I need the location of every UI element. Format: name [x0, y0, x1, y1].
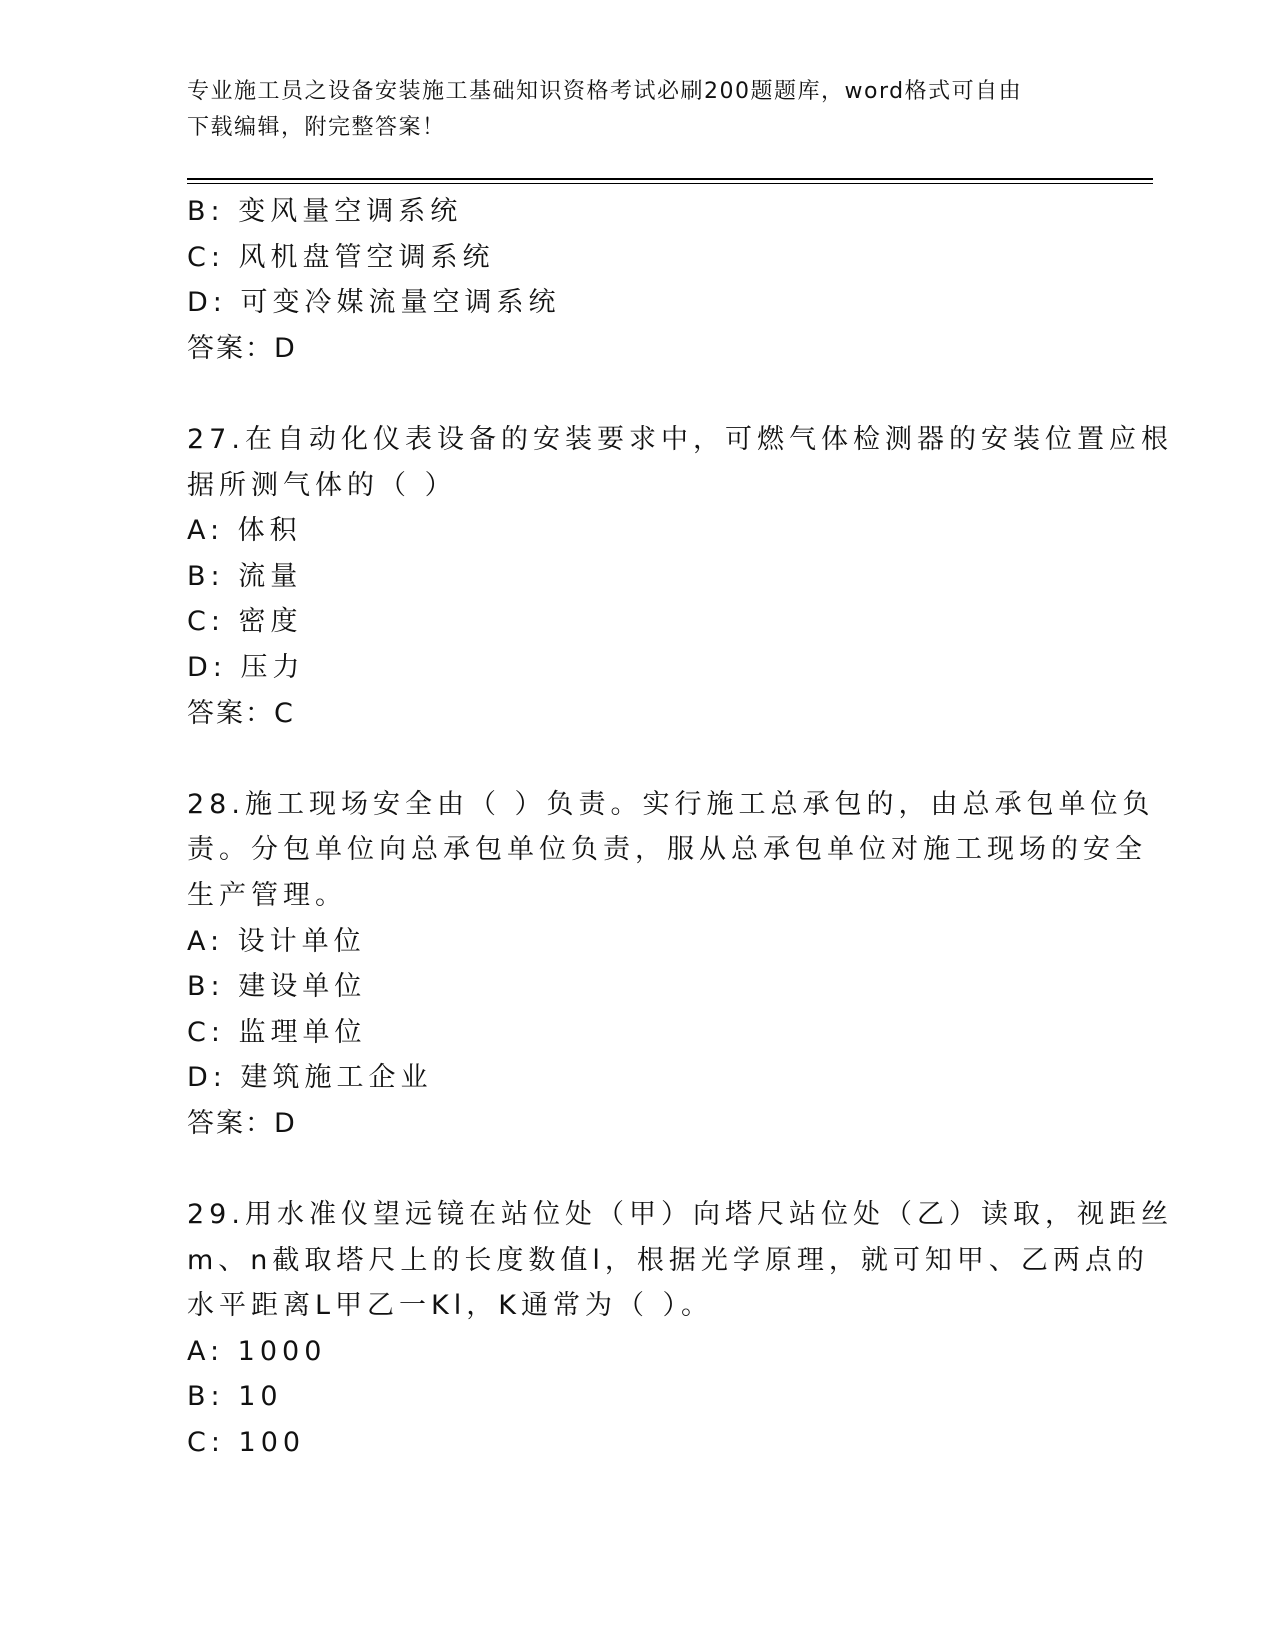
- answer: 答案：D: [187, 1107, 297, 1139]
- question-stem-line: 29.用水准仪望远镜在站位处（甲）向塔尺站位处（乙）读取，视距丝: [187, 1199, 1173, 1231]
- question-29: [187, 1192, 1173, 1466]
- option-d: D: 压力: [187, 651, 305, 683]
- option-d: D: 可变冷媒流量空调系统: [187, 287, 561, 319]
- question-stem-line: 28.施工现场安全由（ ）负责。实行施工总承包的，由总承包单位负: [187, 788, 1155, 820]
- question-stem-line: 责。分包单位向总承包单位负责，服从总承包单位对施工现场的安全: [187, 834, 1147, 866]
- answer: 答案：D: [187, 332, 297, 364]
- option-a: A: 1000: [187, 1335, 327, 1367]
- spacer: [187, 1146, 1087, 1192]
- option-c: C: 100: [187, 1427, 306, 1459]
- question-28: [187, 782, 1155, 1147]
- answer: 答案：C: [187, 697, 295, 729]
- question-stem-line: m、n截取塔尺上的长度数值l，根据光学原理，就可知甲、乙两点的: [187, 1244, 1149, 1276]
- question-stem-line: 据所测气体的（ ）: [187, 469, 457, 501]
- question-26: [187, 189, 1087, 371]
- option-a: A: 体积: [187, 515, 302, 547]
- header-rule-thick: [187, 178, 1153, 180]
- spacer: [187, 736, 1087, 782]
- option-b: B: 变风量空调系统: [187, 196, 463, 227]
- option-b: B: 建设单位: [187, 971, 367, 1003]
- header-rule-thin: [187, 183, 1153, 184]
- option-d: D: 建筑施工企业: [187, 1062, 433, 1094]
- spacer: [187, 371, 1087, 417]
- option-c: C: 监理单位: [187, 1016, 367, 1048]
- document-header: [187, 74, 1067, 146]
- option-c: C: 风机盘管空调系统: [187, 241, 495, 273]
- option-b: B: 10: [187, 1381, 283, 1413]
- header-line-1: 专业施工员之设备安装施工基础知识资格考试必刷200题题库，word格式可自由: [187, 79, 1023, 104]
- option-a: A: 设计单位: [187, 925, 366, 957]
- option-b: B: 流量: [187, 560, 303, 592]
- header-line-2: 下载编辑，附完整答案！: [187, 115, 446, 140]
- question-list: [187, 189, 1173, 1466]
- option-c: C: 密度: [187, 606, 303, 638]
- question-27: [187, 417, 1173, 736]
- question-stem-line: 水平距离L甲乙一Kl，K通常为（ ）。: [187, 1290, 714, 1322]
- question-stem-line: 27.在自动化仪表设备的安装要求中，可燃气体检测器的安装位置应根: [187, 423, 1173, 455]
- question-stem-line: 生产管理。: [187, 879, 347, 911]
